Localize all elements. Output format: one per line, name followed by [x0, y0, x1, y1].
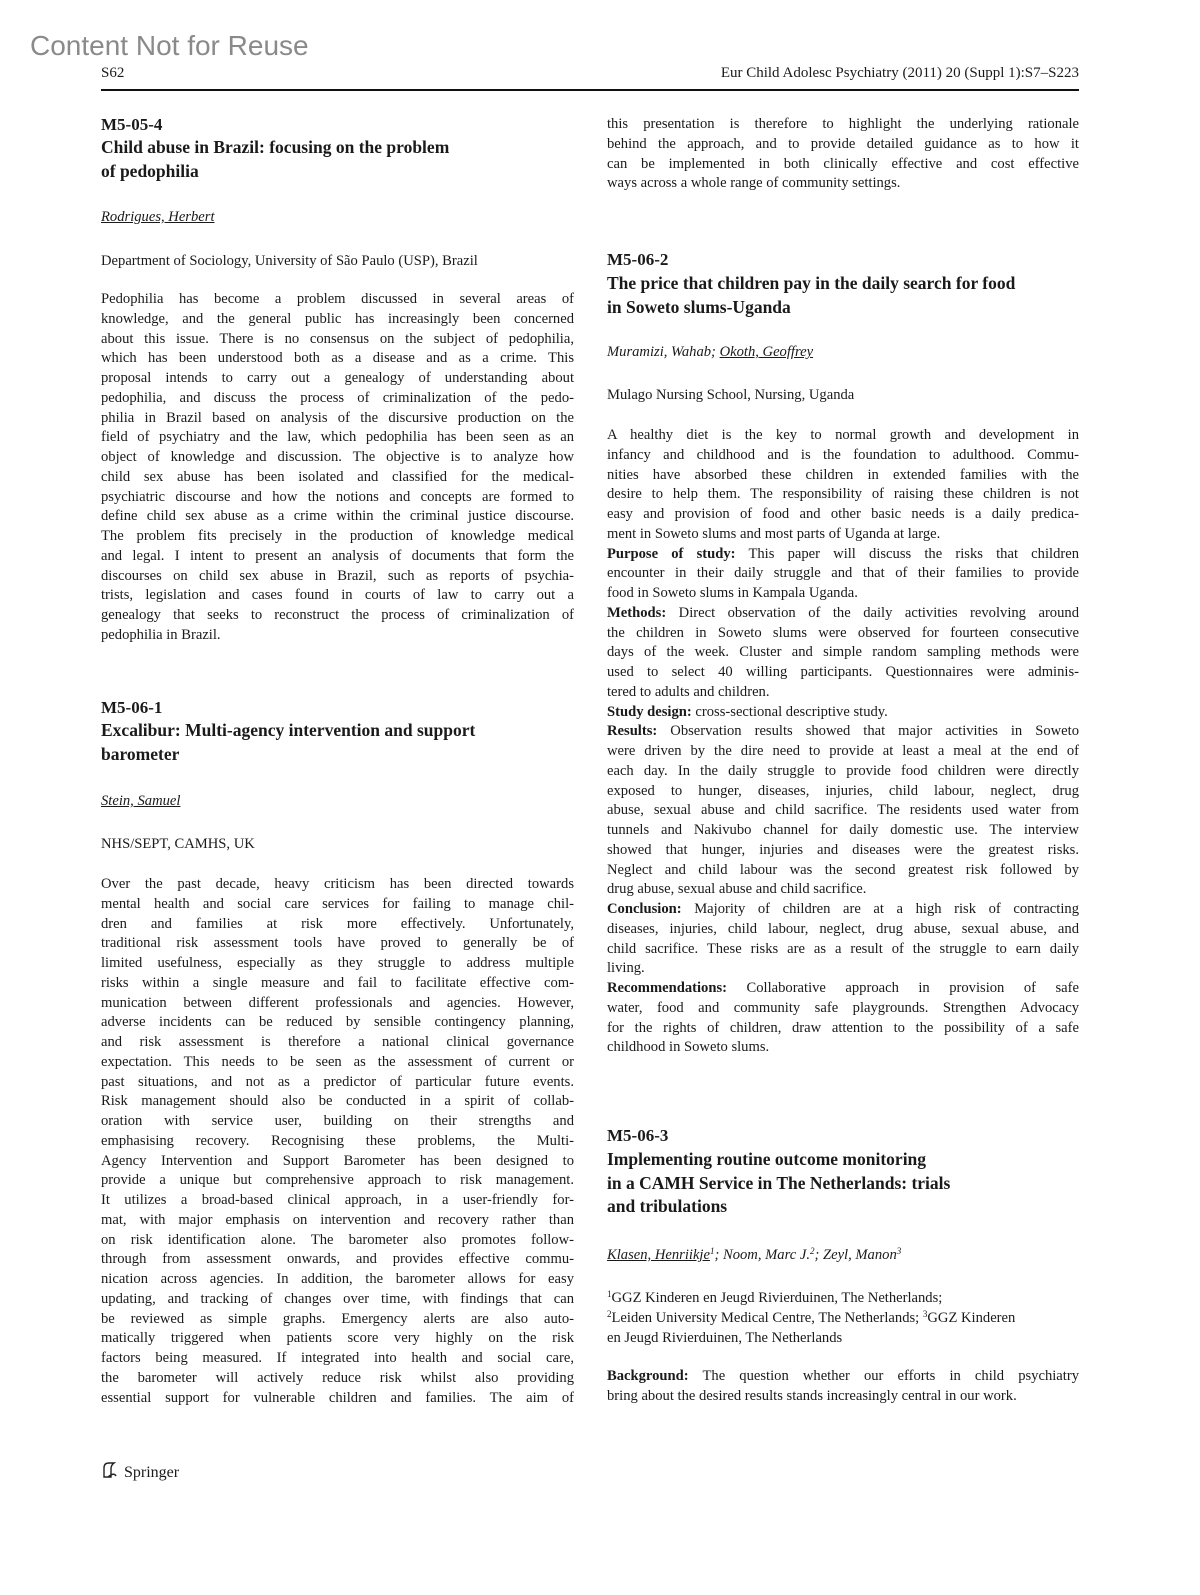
- text-run: updating, and tracking of changes over time, with findings that can: [101, 1290, 574, 1307]
- text-run: oration with service user, building on their strengths and: [101, 1113, 574, 1129]
- text-line: [101, 1073, 574, 1093]
- text-run: in a CAMH Service in The Netherlands: trials: [607, 1172, 951, 1193]
- abstract-title: [607, 272, 1079, 319]
- text-run: encounter in their daily struggle and that of their families to provide: [607, 565, 1079, 582]
- text-line: [101, 160, 574, 184]
- text-line: [101, 1349, 574, 1369]
- text-line: [101, 330, 574, 350]
- text-line: [607, 663, 1079, 683]
- abstract-affiliation: [101, 252, 574, 272]
- text-line: [607, 624, 1079, 644]
- text-run: trists, legislation and cases found in courts of law to carry out a: [101, 587, 574, 604]
- text-line: [607, 1148, 1079, 1172]
- text-line: [607, 296, 1079, 320]
- text-line: [101, 1013, 574, 1033]
- text-line: [607, 272, 1079, 296]
- text-line: [101, 527, 574, 547]
- text-line: [101, 743, 574, 767]
- text-line: [101, 136, 574, 160]
- abstract-title: [101, 136, 574, 183]
- text-run: factors being measured. If integrated into health and social care,: [101, 1350, 574, 1366]
- text-run: childhood in Soweto slums.: [607, 1039, 770, 1056]
- text-line: [607, 979, 1079, 999]
- text-run: Over the past decade, heavy criticism has been directed towards: [101, 876, 574, 892]
- text-line: [607, 1329, 1079, 1349]
- text-line: [101, 567, 574, 587]
- text-run: Okoth, Geoffrey: [719, 344, 814, 360]
- text-run: philia in Brazil based on analysis of the discursive production on the: [101, 409, 574, 426]
- paragraph: [607, 426, 1079, 545]
- abstract-authors: [607, 343, 1079, 363]
- abstract-body-continued: [607, 115, 1079, 194]
- text-run: Klasen, Henriikje: [607, 1247, 710, 1263]
- abstract-title: [101, 719, 574, 766]
- abstract-affiliation: [101, 835, 574, 855]
- text-line: [101, 895, 574, 915]
- text-run: can be implemented in both clinically effective and cost effective: [607, 155, 1079, 172]
- text-line: [607, 861, 1079, 881]
- text-line: [101, 389, 574, 409]
- text-line: [101, 507, 574, 527]
- text-line: [607, 940, 1079, 960]
- text-run: Pedophilia has become a problem discussed in several areas of: [101, 291, 574, 307]
- text-run: living.: [607, 960, 645, 977]
- text-line: [607, 841, 1079, 861]
- text-line: [101, 369, 574, 389]
- journal-citation: Eur Child Adolesc Psychiatry (2011) 20 (Suppl 1):S7–S223: [720, 65, 1079, 81]
- text-run: Implementing routine outcome monitoring: [607, 1149, 927, 1169]
- abstract-authors: [101, 792, 574, 812]
- section-label: Purpose of study:: [607, 545, 736, 562]
- text-line: [101, 290, 574, 310]
- text-run: days of the week. Cluster and simple random sampling methods were: [607, 644, 1079, 661]
- text-line: [607, 782, 1079, 802]
- text-line: [101, 719, 574, 743]
- text-run: munication between different professionals and agencies. However,: [101, 994, 574, 1011]
- paragraph: [101, 875, 574, 1408]
- text-line: [607, 604, 1079, 624]
- paragraph: [607, 722, 1079, 900]
- superscript: 1: [607, 1289, 612, 1299]
- text-line: [101, 1270, 574, 1290]
- text-run: and legal. I intent to present an analysis of documents that form the: [101, 547, 574, 564]
- abstract-affiliation: [607, 386, 1079, 406]
- text-line: [607, 880, 1079, 900]
- text-run: It utilizes a broad-based clinical approach, in a user-friendly for-: [101, 1192, 574, 1208]
- text-run: Department of Sociology, University of São Paulo (USP), Brazil: [101, 253, 478, 269]
- text-run: The problem fits precisely in the production of knowledge medical: [101, 528, 574, 544]
- text-line: [607, 584, 1079, 604]
- text-run: Collaborative approach in provision of safe: [726, 980, 1079, 996]
- text-line: [101, 1329, 574, 1349]
- text-line: [101, 626, 574, 646]
- text-run: in Soweto slums-Uganda: [607, 296, 791, 317]
- text-run: infancy and childhood and is the foundation to adulthood. Commu-: [607, 446, 1079, 463]
- text-run: psychiatric discourse and how the notions and concepts are formed to: [101, 488, 574, 505]
- springer-logo-icon: [100, 1460, 120, 1485]
- text-run: adverse incidents can be reduced by sensible contingency planning,: [101, 1014, 574, 1031]
- text-line: [607, 485, 1079, 505]
- abstract-code: M5-06-3: [607, 1126, 669, 1145]
- text-run: mental health and social care services for failing to manage chil-: [101, 895, 574, 912]
- text-run: dren and families at risk more effectively. Unfortunately,: [101, 915, 574, 932]
- text-run: define child sex abuse as a crime within the criminal justice discourse.: [101, 508, 574, 525]
- text-line: [607, 1246, 1079, 1266]
- text-line: [101, 1231, 574, 1251]
- text-line: [101, 606, 574, 626]
- text-run: behind the approach, and to provide detailed guidance as to how it: [607, 135, 1079, 152]
- text-line: [607, 545, 1079, 565]
- section-label: Results:: [607, 723, 658, 740]
- text-run: Agency Intervention and Support Barometer has been designed to: [101, 1152, 574, 1169]
- superscript: 1: [709, 1246, 715, 1256]
- text-run: cross-sectional descriptive study.: [691, 703, 888, 720]
- superscript: 3: [896, 1246, 902, 1256]
- paragraph: [607, 115, 1079, 194]
- text-run: drug abuse, sexual abuse and child sacrifice.: [607, 881, 867, 898]
- superscript: 2: [809, 1246, 815, 1256]
- text-run: the children in Soweto slums were observed for fourteen consecutive: [607, 624, 1079, 641]
- abstract-title: [607, 1148, 1079, 1219]
- text-line: [101, 835, 574, 855]
- text-run: water, food and community safe playgrounds. Strengthen Advocacy: [607, 999, 1079, 1016]
- text-run: This paper will discuss the risks that children: [735, 545, 1079, 562]
- text-run: field of psychiatry and the law, which pedophilia has been seen as an: [101, 429, 574, 446]
- watermark: Content Not for Reuse: [30, 30, 309, 61]
- text-run: The price that children pay in the daily search for food: [607, 273, 1016, 293]
- text-line: [607, 683, 1079, 703]
- text-run: for the rights of children, draw attention to the possibility of a safe: [607, 1019, 1079, 1036]
- section-label: Conclusion:: [607, 901, 682, 917]
- abstract-body: [101, 290, 574, 646]
- text-line: [607, 1367, 1079, 1387]
- text-run: and tribulations: [607, 1196, 728, 1217]
- text-line: [607, 1172, 1079, 1196]
- text-run: Muramizi, Wahab;: [607, 344, 720, 360]
- text-line: [101, 586, 574, 606]
- text-run: past situations, and not as a predictor of particular future events.: [101, 1073, 574, 1090]
- text-line: [101, 1191, 574, 1211]
- paragraph: [607, 900, 1079, 979]
- text-line: [101, 1053, 574, 1073]
- text-line: [101, 468, 574, 488]
- text-run: ways across a whole range of community settings.: [607, 175, 901, 192]
- text-line: [101, 1369, 574, 1389]
- text-line: [101, 954, 574, 974]
- text-line: [101, 409, 574, 429]
- section-label: Methods:: [607, 604, 667, 621]
- text-run: and risk assessment is therefore a national clinical governance: [101, 1034, 574, 1050]
- superscript: 2: [607, 1308, 612, 1319]
- paragraph: [607, 604, 1079, 703]
- text-run: pedophilia, and discuss the process of criminalization of the pedo-: [101, 389, 574, 406]
- text-run: Neglect and child labour was the second greatest risk followed by: [607, 861, 1079, 878]
- text-run: en Jeugd Rivierduinen, The Netherlands: [607, 1329, 843, 1346]
- text-run: essential support for vulnerable children and families. The aim of: [101, 1389, 574, 1406]
- text-run: be reviewed as simple graphs. Emergency alerts are also auto-: [101, 1310, 574, 1327]
- text-line: [101, 1152, 574, 1172]
- superscript: 3: [922, 1308, 928, 1319]
- text-run: Direct observation of the daily activities revolving around: [666, 604, 1079, 621]
- text-run: of pedophilia: [101, 160, 199, 181]
- text-run: exposed to hunger, diseases, injuries, child labour, neglect, drug: [607, 782, 1079, 799]
- abstract-body: [101, 875, 574, 1408]
- text-line: [101, 252, 574, 272]
- text-line: [607, 1309, 1079, 1329]
- text-line: [607, 900, 1079, 920]
- abstract-code: M5-06-1: [101, 698, 163, 717]
- text-line: [101, 1033, 574, 1053]
- text-line: [607, 564, 1079, 584]
- abstract-affiliation: [607, 1289, 1079, 1348]
- text-line: [101, 547, 574, 567]
- text-run: showed that hunger, injuries and diseases were the greatest risks.: [607, 841, 1079, 858]
- text-run: ; Noom, Marc J.: [714, 1247, 810, 1263]
- text-line: [607, 1289, 1079, 1309]
- abstract-code: M5-05-4: [101, 115, 163, 134]
- text-line: [607, 722, 1079, 742]
- text-line: [101, 1211, 574, 1231]
- text-run: GGZ Kinderen en Jeugd Rivierduinen, The Netherlands;: [611, 1290, 943, 1306]
- text-run: tered to adults and children.: [607, 683, 770, 700]
- abstract-body: [607, 426, 1079, 1058]
- text-line: [101, 1310, 574, 1330]
- text-run: each day. In the daily struggle to provide food children were directly: [607, 762, 1079, 779]
- text-line: [607, 343, 1079, 363]
- text-line: [607, 386, 1079, 406]
- text-line: [101, 1171, 574, 1191]
- text-line: [607, 155, 1079, 175]
- abstract-authors: [607, 1246, 1079, 1266]
- text-line: [101, 1132, 574, 1152]
- text-line: [607, 762, 1079, 782]
- text-run: tunnels and Nakivubo channel for daily domestic use. The interview: [607, 822, 1079, 838]
- text-line: [101, 310, 574, 330]
- text-run: expectation. This needs to be seen as the assessment of current or: [101, 1053, 574, 1070]
- text-line: [101, 875, 574, 895]
- text-run: provide a unique but comprehensive approach to risk management.: [101, 1172, 574, 1189]
- text-line: [607, 999, 1079, 1019]
- text-run: proposal intends to carry out a genealogy of understanding about: [101, 370, 574, 386]
- text-run: mat, with major emphasis on intervention and recovery rather than: [101, 1211, 574, 1228]
- text-line: [101, 448, 574, 468]
- text-run: discourses on child sex abuse in Brazil, such as reports of psychia-: [101, 567, 574, 584]
- paragraph: [101, 290, 574, 646]
- text-line: [607, 643, 1079, 663]
- abstract-body: [607, 1367, 1079, 1407]
- text-line: [607, 426, 1079, 446]
- text-run: through from assessment onwards, and provides effective commu-: [101, 1251, 574, 1268]
- text-line: [101, 915, 574, 935]
- text-run: nication across agencies. In addition, the barometer allows for easy: [101, 1271, 574, 1287]
- publisher-name: Springer: [124, 1463, 180, 1481]
- text-run: knowledge, and the general public has increasingly been concerned: [101, 310, 574, 327]
- text-run: object of knowledge and discussion. The objective is to analyze how: [101, 449, 574, 465]
- text-run: traditional risk assessment tools have proved to generally be of: [101, 935, 574, 952]
- text-line: [607, 801, 1079, 821]
- text-run: which has been understood both as a disease and as a crime. This: [101, 350, 574, 367]
- abstract-code: M5-06-2: [607, 250, 669, 269]
- text-run: bring about the desired results stands increasingly central in our work.: [607, 1387, 1017, 1404]
- text-run: ; Zeyl, Manon: [814, 1247, 897, 1263]
- text-run: abuse, sexual abuse and child sacrifice. The residents used water from: [607, 802, 1079, 819]
- text-line: [101, 1092, 574, 1112]
- publisher-footer: [100, 1460, 179, 1485]
- paragraph: [607, 545, 1079, 604]
- text-run: matically triggered when patients score very highly on the risk: [101, 1330, 574, 1347]
- text-run: Child abuse in Brazil: focusing on the problem: [101, 137, 450, 157]
- paragraph: [607, 1367, 1079, 1407]
- text-line: [607, 742, 1079, 762]
- section-label: Background:: [607, 1368, 689, 1384]
- header-rule: [101, 89, 1079, 91]
- text-line: [607, 505, 1079, 525]
- text-line: [607, 959, 1079, 979]
- text-line: [607, 466, 1079, 486]
- text-run: A healthy diet is the key to normal growth and development in: [607, 427, 1079, 443]
- text-line: [607, 1019, 1079, 1039]
- text-run: on risk identification alone. The barometer also promotes follow-: [101, 1231, 574, 1248]
- text-run: emphasising recovery. Recognising these problems, the Multi-: [101, 1132, 574, 1149]
- text-run: The question whether our efforts in child psychiatry: [688, 1368, 1079, 1384]
- text-run: nities have absorbed these children in extended families with the: [607, 466, 1079, 483]
- text-run: genealogy that seeks to reconstruct the process of criminalization of: [101, 607, 574, 623]
- text-line: [101, 792, 574, 812]
- text-line: [101, 974, 574, 994]
- text-line: [101, 1250, 574, 1270]
- text-run: GGZ Kinderen: [927, 1309, 1016, 1326]
- text-run: Observation results showed that major activities in Soweto: [657, 723, 1079, 740]
- page-number: S62: [101, 65, 125, 81]
- text-line: [101, 994, 574, 1014]
- text-run: Leiden University Medical Centre, The Netherlands;: [611, 1309, 923, 1326]
- text-run: Mulago Nursing School, Nursing, Uganda: [607, 387, 855, 403]
- text-run: child sacrifice. These risks are as a result of the struggle to earn daily: [607, 940, 1079, 957]
- text-run: limited usefulness, especially as they struggle to address multiple: [101, 955, 574, 971]
- text-line: [607, 920, 1079, 940]
- text-line: [101, 208, 574, 228]
- text-line: [101, 1112, 574, 1132]
- text-line: [607, 1195, 1079, 1219]
- text-line: [101, 428, 574, 448]
- section-label: Study design:: [607, 703, 692, 720]
- text-line: [607, 1387, 1079, 1407]
- text-line: [101, 934, 574, 954]
- abstract-authors: [101, 208, 574, 228]
- text-line: [607, 135, 1079, 155]
- text-run: the barometer will actively reduce risk whilst also providing: [101, 1369, 574, 1386]
- text-run: food in Soweto slums in Kampala Uganda.: [607, 585, 858, 601]
- text-run: diseases, injuries, child labour, neglect, drug abuse, sexual abuse, and: [607, 920, 1079, 937]
- text-run: used to select 40 willing participants. Questionnaires were adminis-: [607, 664, 1079, 680]
- text-run: NHS/SEPT, CAMHS, UK: [101, 836, 255, 852]
- text-run: desire to help them. The responsibility of raising these children is not: [607, 486, 1079, 503]
- text-line: [607, 174, 1079, 194]
- text-run: Stein, Samuel: [101, 793, 181, 809]
- section-label: Recommendations:: [607, 980, 727, 996]
- text-run: barometer: [101, 743, 180, 764]
- text-run: Rodrigues, Herbert: [101, 209, 215, 225]
- paragraph: [607, 979, 1079, 1058]
- text-run: Risk management should also be conducted in a spirit of collab-: [101, 1093, 574, 1110]
- text-run: were driven by the dire need to provide at least a meal at the end of: [607, 743, 1079, 759]
- text-run: ment in Soweto slums and most parts of Uganda at large.: [607, 525, 941, 542]
- text-line: [101, 488, 574, 508]
- paragraph: [607, 703, 1079, 723]
- text-line: [101, 349, 574, 369]
- text-line: [101, 1389, 574, 1409]
- text-run: pedophilia in Brazil.: [101, 626, 221, 643]
- text-run: Excalibur: Multi-agency intervention and support: [101, 720, 476, 740]
- text-line: [607, 525, 1079, 545]
- text-line: [607, 446, 1079, 466]
- text-run: this presentation is therefore to highlight the underlying rationale: [607, 116, 1079, 132]
- text-run: risks within a single measure and fail to facilitate effective com-: [101, 974, 574, 991]
- text-line: [607, 1038, 1079, 1058]
- text-run: easy and provision of food and other basic needs is a daily predica-: [607, 506, 1079, 522]
- text-line: [101, 1290, 574, 1310]
- text-line: [607, 821, 1079, 841]
- text-line: [607, 703, 1079, 723]
- text-run: about this issue. There is no consensus on the subject of pedophilia,: [101, 330, 574, 347]
- text-run: child sex abuse has been isolated and classified for the medical-: [101, 468, 574, 485]
- text-run: Majority of children are at a high risk of contracting: [681, 901, 1079, 917]
- text-line: [607, 115, 1079, 135]
